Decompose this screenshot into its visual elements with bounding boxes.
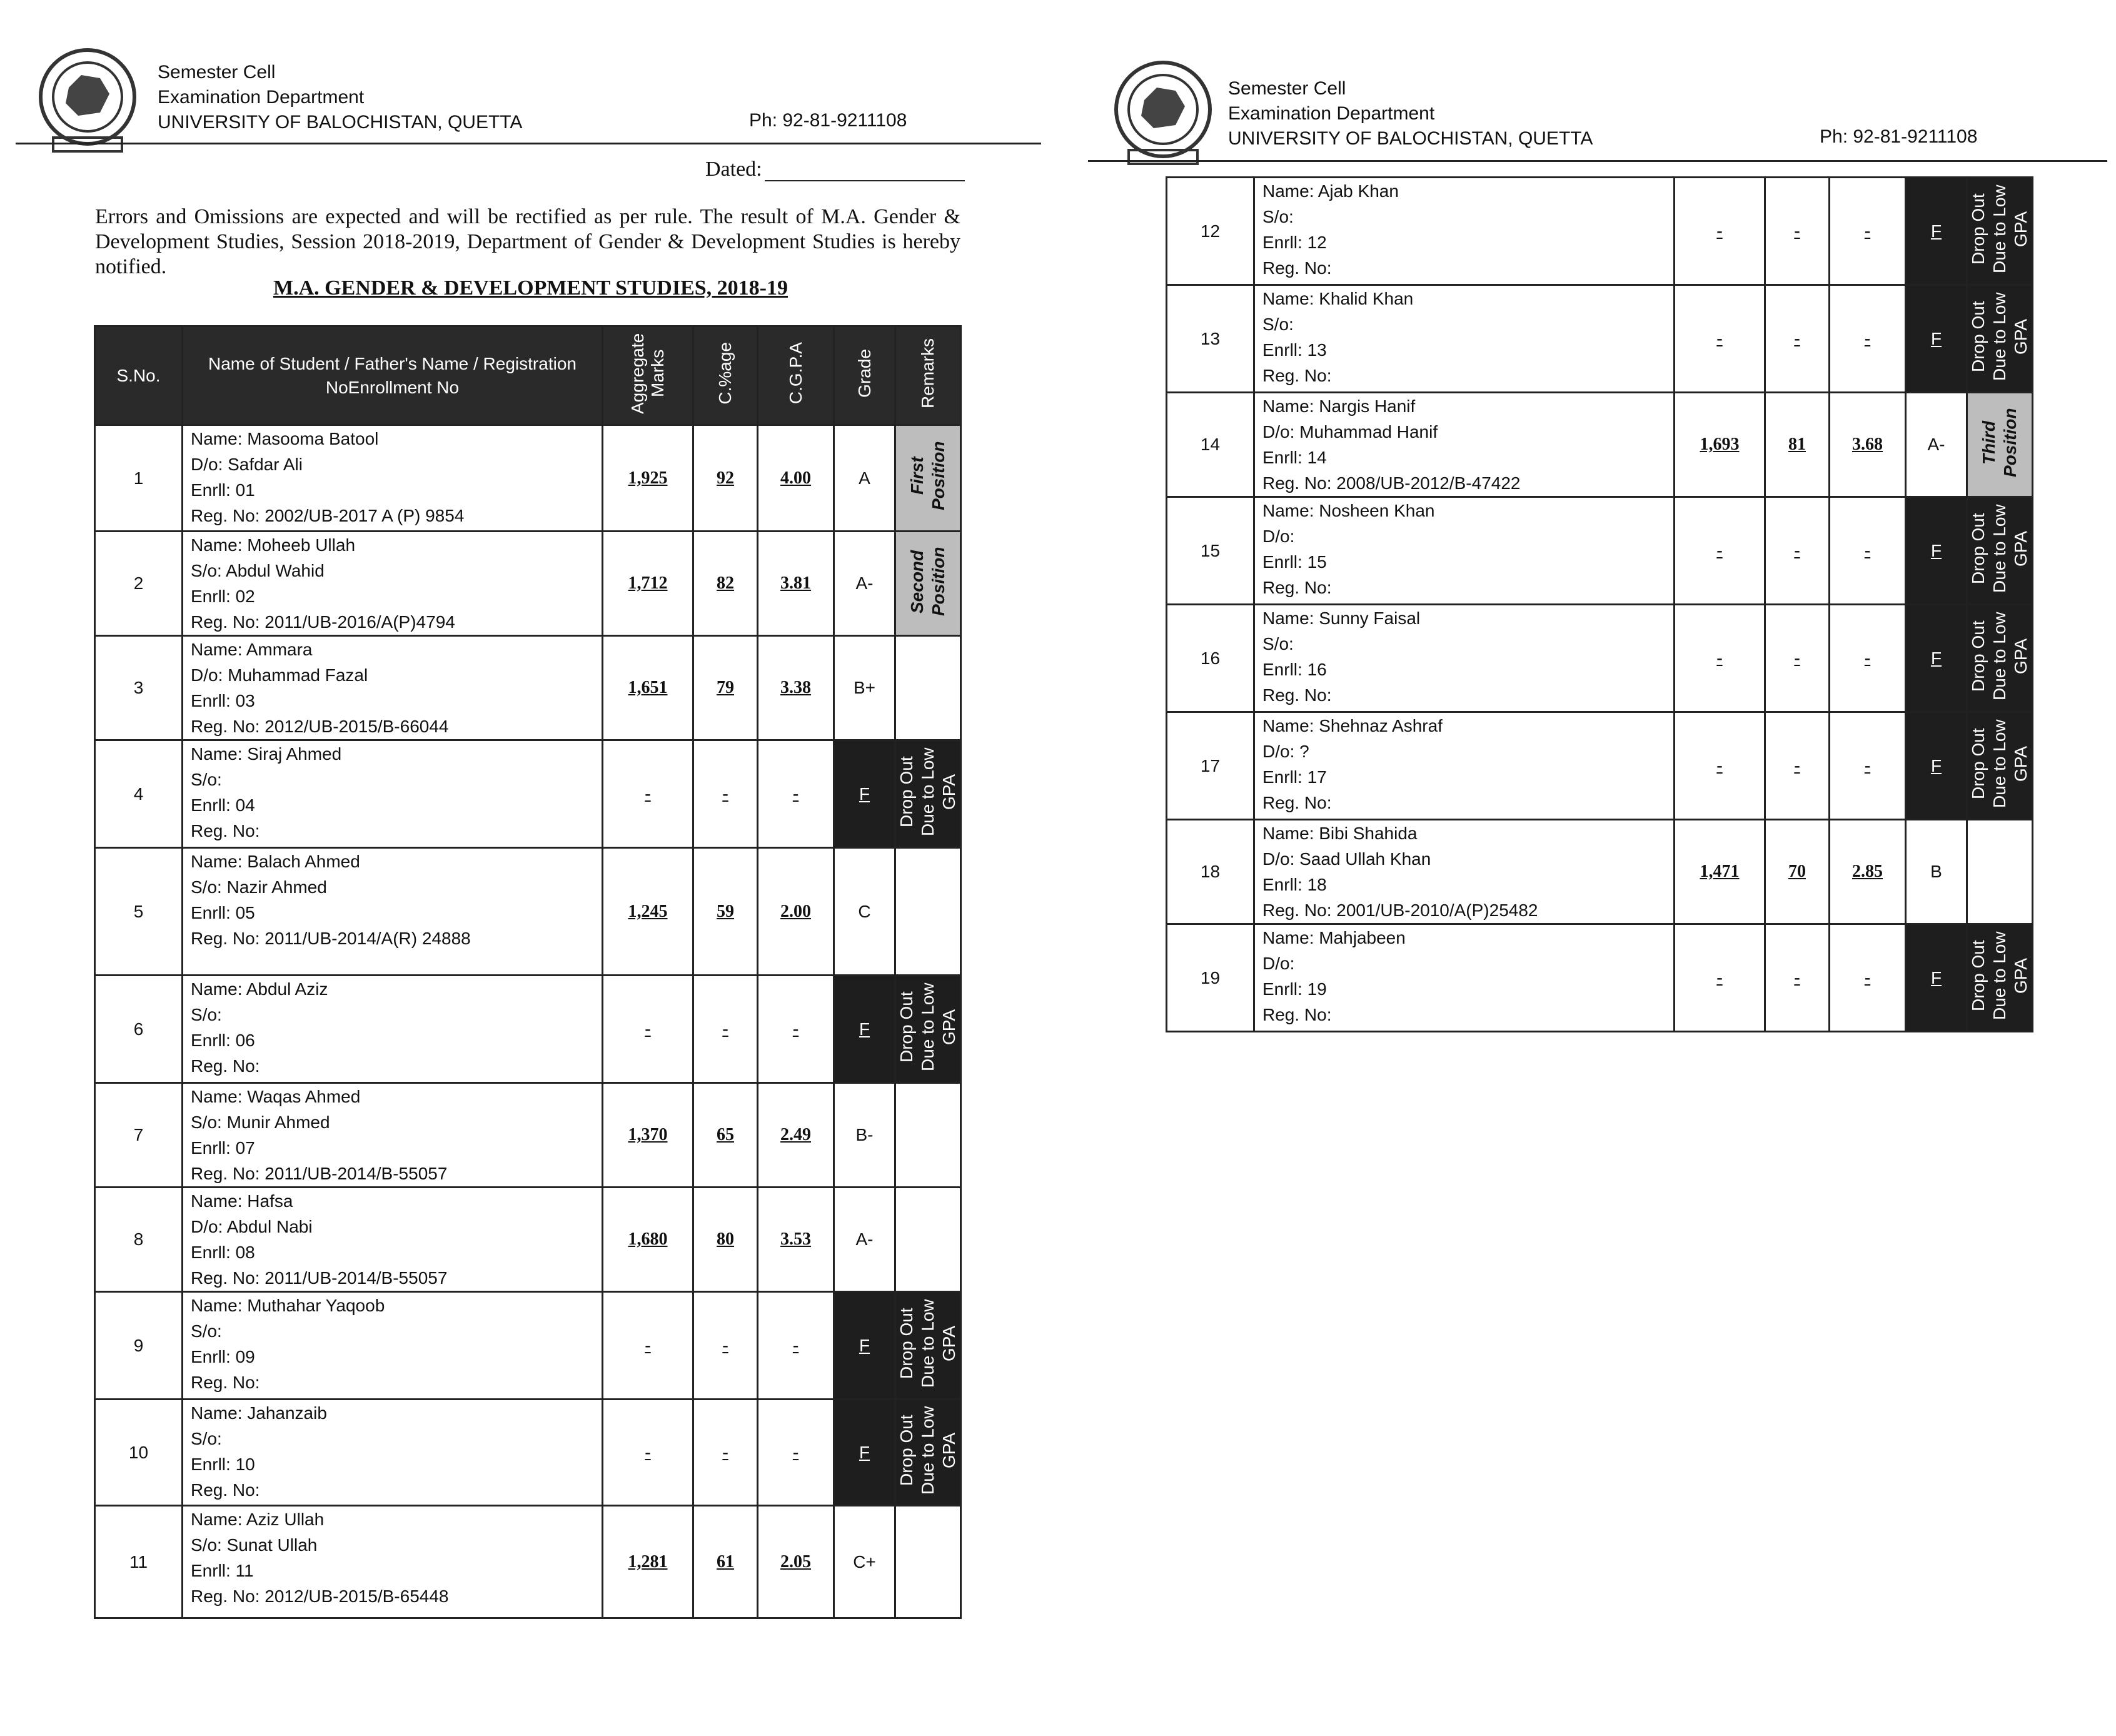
table-row: [95, 740, 961, 848]
cell-student-info: [183, 532, 603, 636]
student-registration: Reg. No:: [191, 1373, 260, 1392]
header-line-exam-dept: Examination Department: [1228, 103, 1435, 124]
cell-aggregate: -: [603, 1292, 693, 1400]
student-parent: S/o:: [191, 1429, 222, 1448]
student-parent: D/o: ?: [1262, 742, 1309, 761]
student-parent: D/o: Abdul Nabi: [191, 1217, 313, 1236]
cell-sno: 9: [95, 1292, 183, 1400]
table-row: [1167, 393, 2033, 497]
cell-remarks: [1967, 605, 2033, 712]
student-enrollment: Enrll: 17: [1262, 767, 1327, 787]
cell-sno: 7: [95, 1083, 183, 1188]
cell-sno: 15: [1167, 497, 1254, 605]
student-registration: Reg. No: 2011/UB-2016/A(P)4794: [191, 612, 455, 632]
cell-student-info: [1254, 924, 1675, 1032]
student-registration: Reg. No: 2012/UB-2015/B-65448: [191, 1587, 449, 1606]
cell-percentage: 82: [693, 532, 758, 636]
table-row: [1167, 712, 2033, 820]
cell-aggregate: 1,281: [603, 1506, 693, 1618]
cell-remarks: [895, 1083, 961, 1188]
cell-cgpa: 2.05: [758, 1506, 834, 1618]
remark-text: Drop Out Due to Low GPA: [897, 747, 959, 836]
table-header-row: [95, 326, 961, 425]
table-row: [95, 425, 961, 532]
student-parent: D/o: Safdar Ali: [191, 455, 303, 474]
header-address: [158, 60, 522, 135]
cell-remarks: [895, 636, 961, 740]
col-header-grade: Grade: [834, 326, 895, 425]
cell-student-info: [183, 976, 603, 1083]
cell-remarks: [895, 532, 961, 636]
cell-aggregate: 1,680: [603, 1188, 693, 1292]
student-name: Name: Abdul Aziz: [191, 979, 328, 999]
table-row: [1167, 924, 2033, 1032]
remark-text: Drop Out Due to Low GPA: [1968, 612, 2030, 700]
student-enrollment: Enrll: 13: [1262, 340, 1327, 360]
student-enrollment: Enrll: 07: [191, 1138, 255, 1158]
student-enrollment: Enrll: 09: [191, 1347, 255, 1366]
remark-text: Drop Out Due to Low GPA: [897, 1406, 959, 1495]
cell-student-info: [1254, 712, 1675, 820]
cell-percentage: 65: [693, 1083, 758, 1188]
cell-grade: A-: [834, 532, 895, 636]
student-name: Name: Aziz Ullah: [191, 1510, 325, 1529]
cell-remarks: [1967, 712, 2033, 820]
student-enrollment: Enrll: 16: [1262, 660, 1327, 679]
col-header-percentage: C.%age: [693, 326, 758, 425]
cell-sno: 12: [1167, 178, 1254, 285]
cell-percentage: -: [1765, 712, 1830, 820]
cell-cgpa: 3.81: [758, 532, 834, 636]
cell-percentage: 59: [693, 848, 758, 976]
cell-grade: A-: [1906, 393, 1967, 497]
remark-text: Drop Out Due to Low GPA: [1968, 504, 2030, 593]
cell-percentage: -: [693, 976, 758, 1083]
remark-text: First Position: [907, 441, 948, 511]
student-registration: Reg. No:: [1262, 685, 1332, 705]
student-enrollment: Enrll: 03: [191, 691, 255, 710]
cell-aggregate: 1,925: [603, 425, 693, 532]
cell-student-info: [1254, 178, 1675, 285]
student-name: Name: Hafsa: [191, 1191, 293, 1211]
cell-aggregate: -: [1675, 285, 1765, 393]
student-enrollment: Enrll: 08: [191, 1243, 255, 1262]
table-row: [1167, 497, 2033, 605]
cell-percentage: -: [693, 1400, 758, 1506]
cell-aggregate: -: [1675, 178, 1765, 285]
cell-grade: F: [1906, 178, 1967, 285]
cell-sno: 5: [95, 848, 183, 976]
cell-student-info: [1254, 497, 1675, 605]
university-seal-icon: [1101, 50, 1226, 175]
header-line-university: UNIVERSITY OF BALOCHISTAN, QUETTA: [1228, 128, 1593, 149]
cell-percentage: -: [1765, 285, 1830, 393]
cell-aggregate: 1,245: [603, 848, 693, 976]
cell-cgpa: 3.53: [758, 1188, 834, 1292]
student-registration: Reg. No: 2011/UB-2014/B-55057: [191, 1164, 448, 1183]
student-parent: S/o: Munir Ahmed: [191, 1113, 330, 1132]
dated-blank: [765, 161, 965, 181]
student-parent: S/o: Abdul Wahid: [191, 561, 325, 580]
cell-sno: 8: [95, 1188, 183, 1292]
cell-student-info: [1254, 605, 1675, 712]
student-parent: D/o:: [1262, 527, 1295, 546]
cell-percentage: 79: [693, 636, 758, 740]
cell-percentage: 70: [1765, 820, 1830, 924]
student-enrollment: Enrll: 01: [191, 480, 255, 500]
student-registration: Reg. No:: [1262, 578, 1332, 597]
student-registration: Reg. No:: [191, 1056, 260, 1076]
cell-aggregate: -: [1675, 605, 1765, 712]
cell-grade: C: [834, 848, 895, 976]
header-phone: Ph: 92-81-9211108: [749, 110, 907, 131]
cell-remarks: [1967, 924, 2033, 1032]
student-enrollment: Enrll: 18: [1262, 875, 1327, 894]
student-name: Name: Masooma Batool: [191, 429, 379, 448]
cell-remarks: [895, 976, 961, 1083]
cell-grade: B+: [834, 636, 895, 740]
table-row: [95, 1083, 961, 1188]
cell-percentage: 61: [693, 1506, 758, 1618]
cell-remarks: [895, 740, 961, 848]
cell-aggregate: 1,712: [603, 532, 693, 636]
document-title: M.A. GENDER & DEVELOPMENT STUDIES, 2018-19: [273, 276, 788, 300]
header-line-semester-cell: Semester Cell: [158, 62, 276, 83]
cell-percentage: 80: [693, 1188, 758, 1292]
cell-percentage: -: [693, 1292, 758, 1400]
dated-field: [705, 158, 965, 181]
cell-cgpa: 2.49: [758, 1083, 834, 1188]
col-header-name: Name of Student / Father's Name / Registration NoEnrollment No: [183, 326, 603, 425]
cell-percentage: -: [1765, 924, 1830, 1032]
header-divider: [1088, 160, 2107, 162]
cell-cgpa: 3.68: [1830, 393, 1906, 497]
cell-aggregate: -: [1675, 924, 1765, 1032]
cell-student-info: [183, 1083, 603, 1188]
cell-aggregate: -: [1675, 712, 1765, 820]
header-address: [1228, 76, 1593, 151]
intro-paragraph: Errors and Omissions are expected and will be rectified as per rule. The result of M.A. Gender & Development Studies, Session 2018-2019, Department of Gender & Development Studies is hereby notified.: [95, 205, 960, 278]
student-enrollment: Enrll: 11: [191, 1561, 254, 1580]
cell-sno: 18: [1167, 820, 1254, 924]
student-parent: S/o:: [191, 770, 222, 789]
cell-grade: F: [1906, 924, 1967, 1032]
remark-text: Drop Out Due to Low GPA: [897, 982, 959, 1071]
header-line-exam-dept: Examination Department: [158, 87, 365, 108]
col-header-remarks: Remarks: [895, 326, 961, 425]
cell-remarks: [1967, 285, 2033, 393]
student-registration: Reg. No:: [191, 1480, 260, 1500]
student-registration: Reg. No:: [1262, 1005, 1332, 1024]
cell-student-info: [183, 425, 603, 532]
cell-student-info: [1254, 393, 1675, 497]
cell-remarks: [895, 1506, 961, 1618]
cell-grade: C+: [834, 1506, 895, 1618]
student-enrollment: Enrll: 05: [191, 903, 255, 922]
student-enrollment: Enrll: 12: [1262, 233, 1327, 252]
page-gap: [1063, 0, 1082, 1736]
student-enrollment: Enrll: 02: [191, 587, 255, 606]
header-phone: Ph: 92-81-9211108: [1820, 126, 1978, 147]
student-name: Name: Bibi Shahida: [1262, 824, 1418, 843]
remark-text: Drop Out Due to Low GPA: [1968, 931, 2030, 1020]
student-name: Name: Mahjabeen: [1262, 928, 1406, 947]
cell-remarks: [1967, 497, 2033, 605]
cell-sno: 11: [95, 1506, 183, 1618]
col-header-cgpa: C.G.P.A: [758, 326, 834, 425]
cell-cgpa: 3.38: [758, 636, 834, 740]
remark-text: Drop Out Due to Low GPA: [1968, 719, 2030, 808]
table-row: [95, 1506, 961, 1618]
cell-student-info: [1254, 285, 1675, 393]
student-parent: S/o: Nazir Ahmed: [191, 877, 327, 897]
student-parent: D/o: Muhammad Fazal: [191, 665, 368, 685]
cell-student-info: [183, 740, 603, 848]
cell-cgpa: -: [758, 1400, 834, 1506]
cell-student-info: [183, 1188, 603, 1292]
cell-cgpa: -: [1830, 178, 1906, 285]
cell-cgpa: -: [1830, 497, 1906, 605]
student-parent: D/o:: [1262, 954, 1295, 973]
cell-sno: 13: [1167, 285, 1254, 393]
cell-cgpa: 2.85: [1830, 820, 1906, 924]
cell-percentage: -: [693, 740, 758, 848]
student-parent: S/o:: [191, 1005, 222, 1024]
table-row: [1167, 178, 2033, 285]
result-table-left: [94, 325, 962, 1619]
student-enrollment: Enrll: 14: [1262, 448, 1327, 467]
cell-grade: F: [834, 1292, 895, 1400]
student-registration: Reg. No:: [1262, 258, 1332, 278]
cell-student-info: [183, 636, 603, 740]
cell-cgpa: -: [758, 740, 834, 848]
cell-student-info: [1254, 820, 1675, 924]
cell-aggregate: -: [1675, 497, 1765, 605]
table-row: [95, 1292, 961, 1400]
cell-sno: 6: [95, 976, 183, 1083]
header-line-university: UNIVERSITY OF BALOCHISTAN, QUETTA: [158, 112, 523, 133]
student-name: Name: Balach Ahmed: [191, 852, 360, 871]
student-enrollment: Enrll: 15: [1262, 552, 1327, 572]
result-page-right: [1082, 0, 2116, 1736]
cell-grade: F: [1906, 712, 1967, 820]
cell-grade: F: [834, 740, 895, 848]
cell-aggregate: 1,693: [1675, 393, 1765, 497]
cell-aggregate: -: [603, 740, 693, 848]
table-row: [1167, 820, 2033, 924]
student-name: Name: Shehnaz Ashraf: [1262, 716, 1443, 735]
cell-sno: 1: [95, 425, 183, 532]
cell-grade: F: [834, 976, 895, 1083]
cell-sno: 4: [95, 740, 183, 848]
cell-student-info: [183, 1400, 603, 1506]
student-name: Name: Ammara: [191, 640, 313, 659]
student-parent: D/o: Saad Ullah Khan: [1262, 849, 1431, 869]
student-parent: S/o:: [1262, 634, 1294, 654]
student-enrollment: Enrll: 19: [1262, 979, 1327, 999]
cell-cgpa: 4.00: [758, 425, 834, 532]
cell-sno: 10: [95, 1400, 183, 1506]
table-row: [95, 532, 961, 636]
cell-remarks: [895, 1292, 961, 1400]
cell-percentage: 81: [1765, 393, 1830, 497]
cell-percentage: -: [1765, 605, 1830, 712]
student-parent: S/o:: [1262, 207, 1294, 226]
cell-cgpa: 2.00: [758, 848, 834, 976]
student-enrollment: Enrll: 04: [191, 795, 255, 815]
dated-label: Dated:: [705, 158, 762, 181]
cell-grade: B: [1906, 820, 1967, 924]
cell-aggregate: -: [603, 976, 693, 1083]
cell-cgpa: -: [1830, 712, 1906, 820]
cell-remarks: [895, 1188, 961, 1292]
student-registration: Reg. No: 2012/UB-2015/B-66044: [191, 717, 449, 736]
table-row: [1167, 285, 2033, 393]
student-parent: S/o:: [1262, 315, 1294, 334]
cell-aggregate: -: [603, 1400, 693, 1506]
table-row: [95, 1188, 961, 1292]
cell-percentage: -: [1765, 497, 1830, 605]
cell-remarks: [895, 1400, 961, 1506]
table-row: [95, 976, 961, 1083]
student-name: Name: Muthahar Yaqoob: [191, 1296, 385, 1315]
cell-aggregate: 1,651: [603, 636, 693, 740]
student-name: Name: Waqas Ahmed: [191, 1087, 361, 1106]
student-name: Name: Khalid Khan: [1262, 289, 1414, 308]
student-name: Name: Nosheen Khan: [1262, 501, 1435, 520]
remark-text: Second Position: [907, 547, 948, 616]
student-parent: S/o: Sunat Ullah: [191, 1535, 318, 1555]
result-table-right: [1166, 176, 2033, 1032]
cell-student-info: [183, 1506, 603, 1618]
table-row: [95, 636, 961, 740]
cell-cgpa: -: [758, 1292, 834, 1400]
cell-grade: F: [834, 1400, 895, 1506]
student-name: Name: Siraj Ahmed: [191, 744, 342, 764]
cell-sno: 16: [1167, 605, 1254, 712]
student-registration: Reg. No:: [1262, 366, 1332, 385]
cell-remarks: [1967, 178, 2033, 285]
cell-grade: F: [1906, 605, 1967, 712]
cell-sno: 3: [95, 636, 183, 740]
cell-sno: 2: [95, 532, 183, 636]
cell-remarks: [1967, 393, 2033, 497]
cell-aggregate: 1,370: [603, 1083, 693, 1188]
student-parent: S/o:: [191, 1321, 222, 1341]
cell-grade: F: [1906, 497, 1967, 605]
remark-text: Third Position: [1979, 408, 2020, 477]
student-enrollment: Enrll: 06: [191, 1031, 255, 1050]
student-registration: Reg. No: 2011/UB-2014/B-55057: [191, 1268, 448, 1288]
cell-cgpa: -: [1830, 285, 1906, 393]
student-enrollment: Enrll: 10: [191, 1455, 255, 1474]
cell-grade: F: [1906, 285, 1967, 393]
cell-percentage: -: [1765, 178, 1830, 285]
student-registration: Reg. No: 2002/UB-2017 A (P) 9854: [191, 506, 465, 525]
remark-text: Drop Out Due to Low GPA: [897, 1299, 959, 1388]
student-registration: Reg. No:: [1262, 793, 1332, 812]
header-line-semester-cell: Semester Cell: [1228, 78, 1346, 99]
col-header-sno: S.No.: [95, 326, 183, 425]
cell-percentage: 92: [693, 425, 758, 532]
cell-sno: 17: [1167, 712, 1254, 820]
cell-grade: A: [834, 425, 895, 532]
table-row: [95, 848, 961, 976]
student-registration: Reg. No: 2008/UB-2012/B-47422: [1262, 473, 1521, 493]
student-name: Name: Jahanzaib: [191, 1403, 327, 1423]
cell-cgpa: -: [1830, 605, 1906, 712]
col-header-aggregate: Aggregate Marks: [603, 326, 693, 425]
student-parent: D/o: Muhammad Hanif: [1262, 422, 1438, 442]
remark-text: Drop Out Due to Low GPA: [1968, 292, 2030, 381]
remark-text: Drop Out Due to Low GPA: [1968, 184, 2030, 273]
cell-remarks: [895, 848, 961, 976]
cell-aggregate: 1,471: [1675, 820, 1765, 924]
student-name: Name: Moheeb Ullah: [191, 535, 356, 555]
cell-sno: 19: [1167, 924, 1254, 1032]
student-registration: Reg. No: 2001/UB-2010/A(P)25482: [1262, 901, 1538, 920]
cell-remarks: [895, 425, 961, 532]
student-name: Name: Sunny Faisal: [1262, 608, 1421, 628]
cell-cgpa: -: [1830, 924, 1906, 1032]
table-row: [1167, 605, 2033, 712]
student-name: Name: Ajab Khan: [1262, 181, 1399, 201]
student-registration: Reg. No:: [191, 821, 260, 840]
student-name: Name: Nargis Hanif: [1262, 396, 1416, 416]
cell-student-info: [183, 848, 603, 976]
cell-sno: 14: [1167, 393, 1254, 497]
cell-student-info: [183, 1292, 603, 1400]
cell-cgpa: -: [758, 976, 834, 1083]
cell-grade: B-: [834, 1083, 895, 1188]
table-row: [95, 1400, 961, 1506]
student-registration: Reg. No: 2011/UB-2014/A(R) 24888: [191, 929, 471, 948]
header-divider: [16, 143, 1041, 144]
cell-remarks: [1967, 820, 2033, 924]
cell-grade: A-: [834, 1188, 895, 1292]
